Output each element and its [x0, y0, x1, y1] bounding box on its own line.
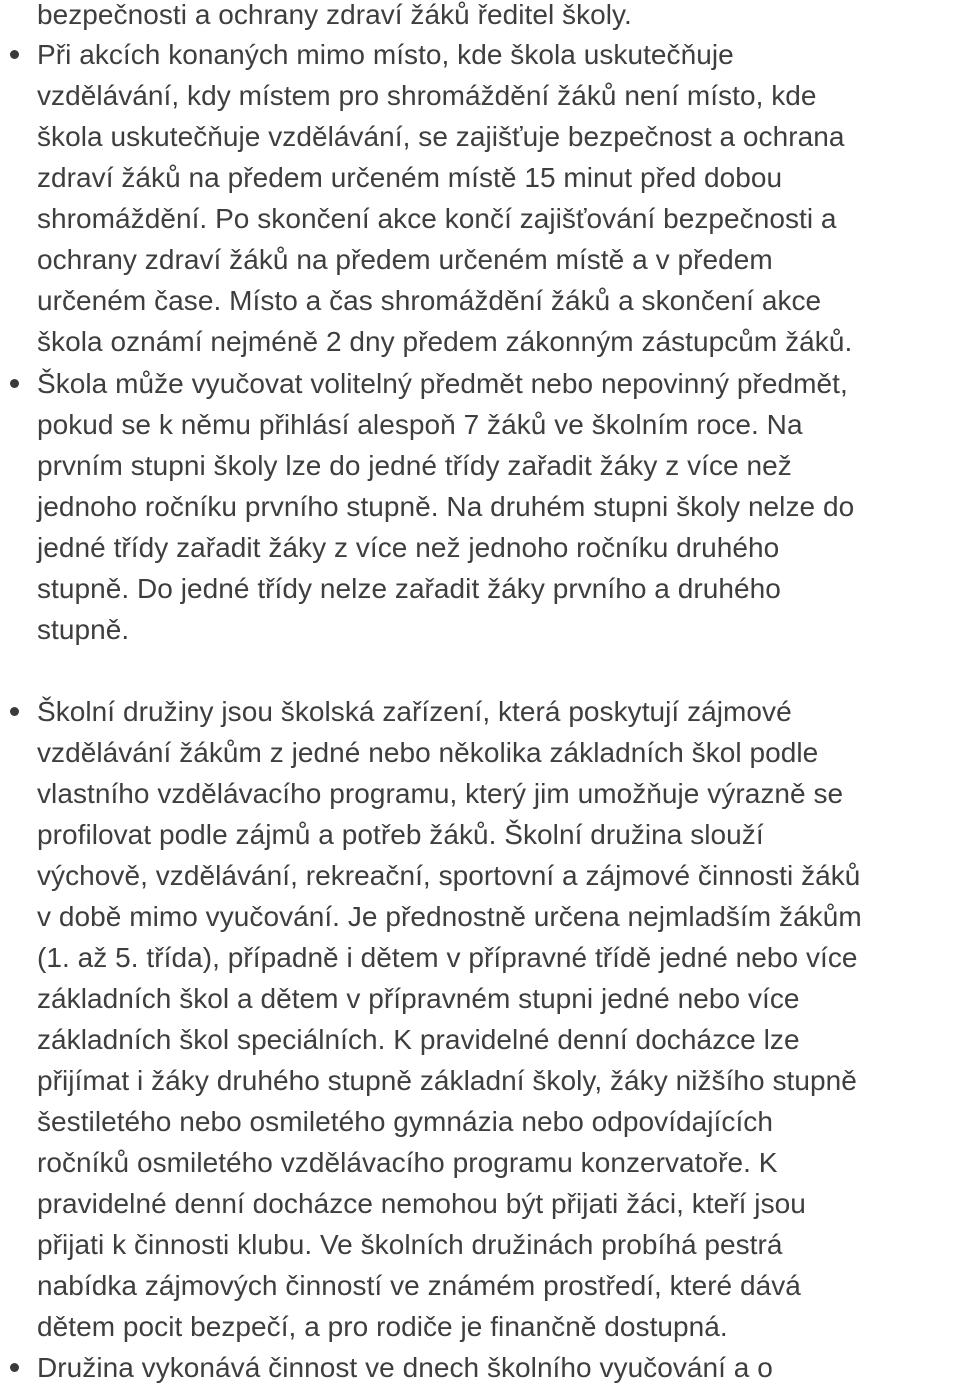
list-item-line: profilovat podle zájmů a potřeb žáků. Školní družina slouží — [37, 819, 764, 850]
list-item-line: škola oznámí nejméně 2 dny předem zákonným zástupcům žáků. — [37, 326, 853, 357]
list-item-line: v době mimo vyučování. Je přednostně určena nejmladším žákům — [37, 901, 862, 932]
list-item-line: (1. až 5. třída), případně i dětem v přípravné třídě jedné nebo více — [37, 942, 858, 973]
list-item-line: vlastního vzdělávacího programu, který jim umožňuje výrazně se — [37, 778, 844, 809]
list-item-line: Škola může vyučovat volitelný předmět nebo nepovinný předmět, — [37, 368, 848, 399]
list-bullet — [10, 379, 19, 388]
list-bullet — [10, 1363, 19, 1372]
list-item-line: vzdělávání žákům z jedné nebo několika základních škol podle — [37, 737, 819, 768]
list-item-line: ročníků osmiletého vzdělávacího programu konzervatoře. K — [37, 1147, 778, 1178]
list-item-line: určeném čase. Místo a čas shromáždění žáků a skončení akce — [37, 285, 822, 316]
list-item-line: výchově, vzdělávání, rekreační, sportovní a zájmové činnosti žáků — [37, 860, 861, 891]
list-bullet — [10, 50, 19, 59]
list-item-line: jedné třídy zařadit žáky z více než jednoho ročníku druhého — [37, 532, 780, 563]
list-item-line: Školní družiny jsou školská zařízení, která poskytují zájmové — [37, 696, 792, 727]
list-item-line: jednoho ročníku prvního stupně. Na druhém stupni školy nelze do — [37, 491, 855, 522]
list-item-line: Při akcích konaných mimo místo, kde škola uskutečňuje — [37, 39, 734, 70]
list-item-line: shromáždění. Po skončení akce končí zajišťování bezpečnosti a — [37, 203, 837, 234]
list-item-line: pravidelné denní docházce nemohou být přijati žáci, kteří jsou — [37, 1188, 806, 1219]
list-item-line: zdraví žáků na předem určeném místě 15 minut před dobou — [37, 162, 783, 193]
intro-text-line: bezpečnosti a ochrany zdraví žáků ředitel školy. — [37, 0, 632, 30]
list-item-line: ochrany zdraví žáků na předem určeném místě a v předem — [37, 244, 773, 275]
list-item-line: Družina vykonává činnost ve dnech školního vyučování a o — [37, 1352, 773, 1383]
list-item-line: prvním stupni školy lze do jedné třídy zařadit žáky z více než — [37, 450, 792, 481]
list-item-line: přijati k činnosti klubu. Ve školních družinách probíhá pestrá — [37, 1229, 783, 1260]
list-item-line: nabídka zájmových činností ve známém prostředí, které dává — [37, 1270, 801, 1301]
list-item-line: základních škol a dětem v přípravném stupni jedné nebo více — [37, 983, 800, 1014]
list-bullet — [10, 707, 19, 716]
list-item-line: pokud se k němu přihlásí alespoň 7 žáků ve školním roce. Na — [37, 409, 803, 440]
list-item-line: dětem pocit bezpečí, a pro rodiče je finančně dostupná. — [37, 1311, 728, 1342]
list-item-line: základních škol speciálních. K pravidelné denní docházce lze — [37, 1024, 800, 1055]
list-item-line: stupně. — [37, 614, 130, 645]
list-item-line: škola uskutečňuje vzdělávání, se zajišťuje bezpečnost a ochrana — [37, 121, 845, 152]
list-item-line: vzdělávání, kdy místem pro shromáždění žáků není místo, kde — [37, 80, 817, 111]
list-item-line: přijímat i žáky druhého stupně základní školy, žáky nižšího stupně — [37, 1065, 857, 1096]
list-item-line: šestiletého nebo osmiletého gymnázia nebo odpovídajících — [37, 1106, 773, 1137]
list-item-line: stupně. Do jedné třídy nelze zařadit žáky prvního a druhého — [37, 573, 781, 604]
